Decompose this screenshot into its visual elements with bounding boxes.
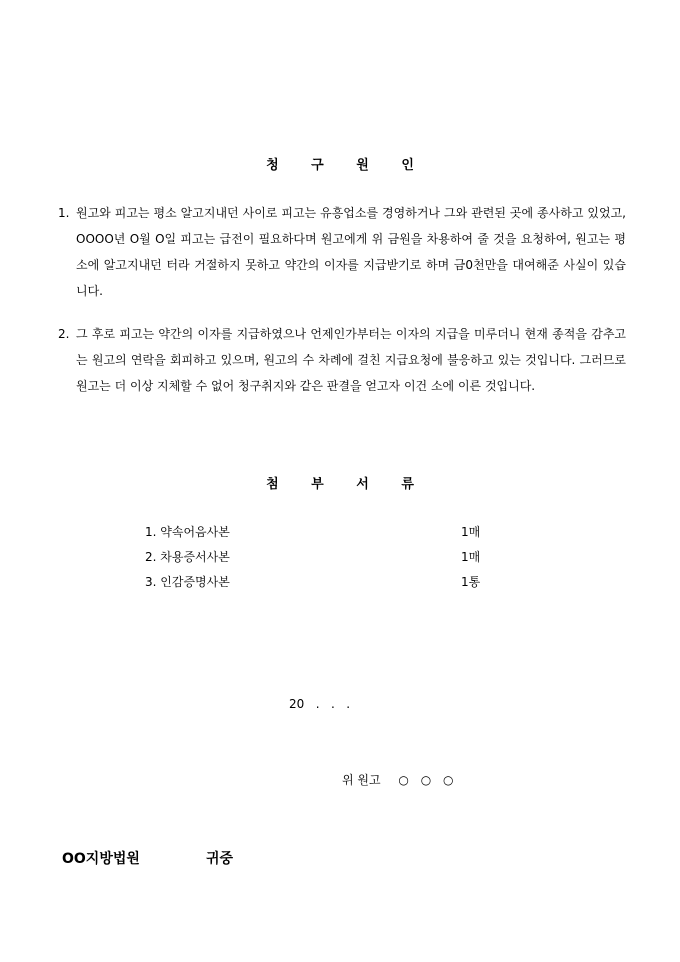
attachments-heading-char: 첨 [266,477,279,492]
paragraph-number: 1. [58,206,70,220]
addressee: 귀중 [206,851,234,867]
claim-heading [0,154,680,173]
paragraph-text: 원고와 피고는 평소 알고지내던 사이로 피고는 유흥업소를 경영하거나 그와 관련된 곳에 종사하고 있었고, OOOO년 O월 O일 피고는 급전이 필요하다며 원고에게 위 금원을 차용하여 줄 것을 요청하여, 원고는 평소에 알고지내던 터라 거절하지 못하고 약간의 이자를 지급받기로 하며 금0천만을 대여해준 사실이 있습니다. [76,206,626,298]
attachment-item [145,522,485,542]
court-name: OO지방법원 [62,851,140,867]
claim-heading-char: 원 [356,158,369,173]
attachment-count: 1통 [461,575,481,589]
paragraph-text: 그 후로 피고는 약간의 이자를 지급하였으나 언제인가부터는 이자의 지급을 미루더니 현재 종적을 감추고는 원고의 연락을 회피하고 있으며, 원고의 수 차례에 걸친 지급요청에 불응하고 있는 것입니다. 그러므로 원고는 더 이상 지체할 수 없어 청구취지와 같은 판결을 얻고자 이건 소에 이른 것입니다. [76,327,626,393]
attachment-label: 1. 약속어음사본 [145,525,230,539]
plaintiff-name: ○ ○ ○ [398,773,458,787]
attachment-label: 3. 인감증명사본 [145,575,230,589]
attachment-item [145,572,485,592]
attachments-heading-char: 부 [311,477,324,492]
claim-heading-char: 구 [311,158,324,173]
claim-heading-char: 인 [401,158,414,173]
paragraph-number: 2. [58,327,70,341]
attachment-label: 2. 차용증서사본 [145,550,230,564]
attachment-item [145,547,485,567]
attachment-count: 1매 [461,550,481,564]
plaintiff-signature [342,771,457,788]
filing-date: 20 . . . [289,697,351,711]
claim-paragraph-1 [58,200,626,304]
attachments-heading-char: 류 [401,477,414,492]
attachments-heading [0,473,680,492]
attachment-count: 1매 [461,525,481,539]
claim-paragraph-2 [58,321,626,399]
plaintiff-role: 위 원고 [342,773,381,787]
claim-heading-char: 청 [266,158,279,173]
attachments-heading-char: 서 [356,477,369,492]
